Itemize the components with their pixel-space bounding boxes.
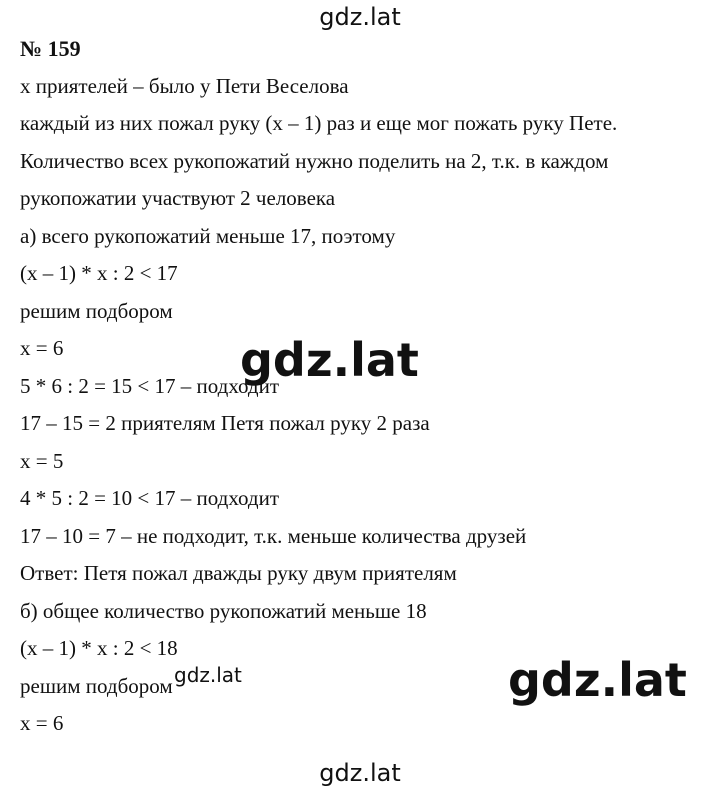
text-line: 17 – 10 = 7 – не подходит, т.к. меньше количества друзей	[20, 523, 527, 548]
text-line: б) общее количество рукопожатий меньше 18	[20, 598, 427, 623]
watermark-bottom: gdz.lat	[319, 759, 401, 787]
watermark-small: gdz.lat	[174, 663, 242, 687]
watermark-center: gdz.lat	[240, 333, 419, 387]
text-line: Ответ: Петя пожал дважды руку двум приятелям	[20, 561, 457, 585]
text-line: решим подбором	[20, 298, 173, 323]
text-line: х = 6	[20, 336, 64, 360]
text-line: 5 * 6 : 2 = 15 < 17 – подходит	[20, 373, 280, 398]
problem-number: № 159	[20, 36, 81, 61]
text-line: х приятелей – было у Пети Веселова	[20, 73, 349, 98]
text-line: (х – 1) * х : 2 < 17	[20, 261, 178, 285]
text-line: решим подбором	[20, 673, 173, 698]
text-line: каждый из них пожал руку (х – 1) раз и еще мог пожать руку Пете.	[20, 111, 618, 135]
text-line: х = 5	[20, 448, 64, 473]
text-line: х = 6	[20, 711, 64, 735]
text-line: рукопожатии участвуют 2 человека	[20, 186, 336, 210]
text-line: 4 * 5 : 2 = 10 < 17 – подходит	[20, 486, 280, 510]
text-line: (х – 1) * х : 2 < 18	[20, 636, 178, 660]
text-line: Количество всех рукопожатий нужно поделить на 2, т.к. в каждом	[20, 148, 609, 173]
watermark-top: gdz.lat	[319, 3, 401, 31]
text-line: 17 – 15 = 2 приятелям Петя пожал руку 2 раза	[20, 411, 430, 435]
text-line: а) всего рукопожатий меньше 17, поэтому	[20, 223, 396, 248]
watermark-right: gdz.lat	[508, 653, 687, 707]
